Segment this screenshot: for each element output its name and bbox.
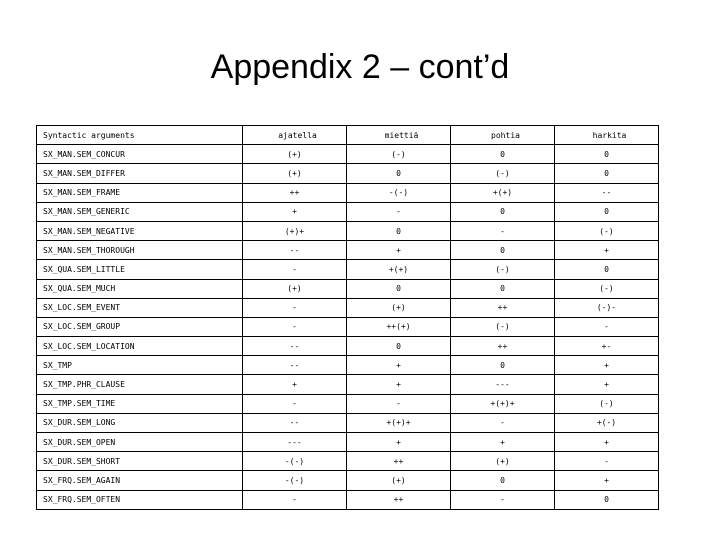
cell-pohtia: - — [451, 490, 555, 509]
cell-argument: SX_DUR.SEM_SHORT — [37, 452, 243, 471]
cell-argument: SX_TMP.SEM_TIME — [37, 394, 243, 413]
cell-pohtia: +(+) — [451, 183, 555, 202]
cell-harkita: 0 — [555, 490, 659, 509]
table-row — [37, 221, 659, 240]
column-header-miettia: miettiä — [347, 126, 451, 145]
cell-miettia: 0 — [347, 337, 451, 356]
table-row — [37, 202, 659, 221]
cell-pohtia: 0 — [451, 202, 555, 221]
cell-miettia: + — [347, 356, 451, 375]
cell-pohtia: 0 — [451, 279, 555, 298]
table-row — [37, 452, 659, 471]
cell-miettia: 0 — [347, 164, 451, 183]
cell-ajatella: + — [243, 375, 347, 394]
syntactic-arguments-table — [36, 125, 659, 510]
cell-ajatella: (+) — [243, 145, 347, 164]
cell-ajatella: (+) — [243, 164, 347, 183]
cell-harkita: +(-) — [555, 413, 659, 432]
column-header-syntactic-arguments: Syntactic arguments — [37, 126, 243, 145]
cell-miettia: (+) — [347, 298, 451, 317]
cell-harkita: + — [555, 356, 659, 375]
table-row — [37, 394, 659, 413]
cell-argument: SX_QUA.SEM_LITTLE — [37, 260, 243, 279]
cell-harkita: 0 — [555, 260, 659, 279]
cell-pohtia: 0 — [451, 471, 555, 490]
cell-harkita: -- — [555, 183, 659, 202]
cell-ajatella: - — [243, 298, 347, 317]
table-row — [37, 279, 659, 298]
cell-harkita: + — [555, 375, 659, 394]
cell-argument: SX_MAN.SEM_CONCUR — [37, 145, 243, 164]
cell-miettia: +(+) — [347, 260, 451, 279]
cell-pohtia: (+) — [451, 452, 555, 471]
cell-pohtia: 0 — [451, 145, 555, 164]
cell-ajatella: (+)+ — [243, 221, 347, 240]
cell-miettia: 0 — [347, 221, 451, 240]
cell-argument: SX_FRQ.SEM_AGAIN — [37, 471, 243, 490]
cell-pohtia: 0 — [451, 241, 555, 260]
cell-ajatella: ++ — [243, 183, 347, 202]
cell-miettia: + — [347, 433, 451, 452]
cell-ajatella: -- — [243, 413, 347, 432]
cell-ajatella: - — [243, 317, 347, 336]
page-title: Appendix 2 – cont’d — [210, 48, 510, 86]
cell-miettia: 0 — [347, 279, 451, 298]
table-row — [37, 490, 659, 509]
cell-harkita: - — [555, 317, 659, 336]
cell-argument: SX_MAN.SEM_THOROUGH — [37, 241, 243, 260]
table-row — [37, 375, 659, 394]
cell-harkita: (-) — [555, 394, 659, 413]
cell-ajatella: -- — [243, 241, 347, 260]
cell-pohtia: ++ — [451, 337, 555, 356]
cell-harkita: 0 — [555, 202, 659, 221]
cell-harkita: + — [555, 471, 659, 490]
cell-pohtia: +(+)+ — [451, 394, 555, 413]
cell-argument: SX_MAN.SEM_NEGATIVE — [37, 221, 243, 240]
cell-ajatella: (+) — [243, 279, 347, 298]
cell-pohtia: (-) — [451, 164, 555, 183]
cell-miettia: ++(+) — [347, 317, 451, 336]
cell-miettia: ++ — [347, 490, 451, 509]
cell-argument: SX_TMP.PHR_CLAUSE — [37, 375, 243, 394]
cell-argument: SX_FRQ.SEM_OFTEN — [37, 490, 243, 509]
column-header-harkita: harkita — [555, 126, 659, 145]
cell-ajatella: - — [243, 490, 347, 509]
cell-argument: SX_QUA.SEM_MUCH — [37, 279, 243, 298]
table-row — [37, 433, 659, 452]
cell-pohtia: - — [451, 221, 555, 240]
cell-miettia: - — [347, 202, 451, 221]
cell-miettia: + — [347, 241, 451, 260]
table-row — [37, 260, 659, 279]
cell-pohtia: (-) — [451, 317, 555, 336]
cell-harkita: + — [555, 433, 659, 452]
cell-ajatella: - — [243, 394, 347, 413]
cell-argument: SX_TMP — [37, 356, 243, 375]
cell-pohtia: + — [451, 433, 555, 452]
cell-ajatella: + — [243, 202, 347, 221]
cell-ajatella: --- — [243, 433, 347, 452]
cell-argument: SX_MAN.SEM_FRAME — [37, 183, 243, 202]
table-header-row — [37, 126, 659, 145]
table-row — [37, 164, 659, 183]
table-row — [37, 317, 659, 336]
cell-harkita: +- — [555, 337, 659, 356]
cell-argument: SX_MAN.SEM_GENERIC — [37, 202, 243, 221]
cell-ajatella: -(-) — [243, 452, 347, 471]
cell-harkita: + — [555, 241, 659, 260]
column-header-pohtia: pohtia — [451, 126, 555, 145]
cell-ajatella: -(-) — [243, 471, 347, 490]
cell-argument: SX_LOC.SEM_EVENT — [37, 298, 243, 317]
table-row — [37, 337, 659, 356]
cell-harkita: (-) — [555, 221, 659, 240]
cell-argument: SX_LOC.SEM_LOCATION — [37, 337, 243, 356]
cell-harkita: - — [555, 452, 659, 471]
cell-argument: SX_MAN.SEM_DIFFER — [37, 164, 243, 183]
cell-harkita: 0 — [555, 164, 659, 183]
cell-harkita: (-)- — [555, 298, 659, 317]
cell-pohtia: 0 — [451, 356, 555, 375]
cell-argument: SX_DUR.SEM_LONG — [37, 413, 243, 432]
cell-miettia: + — [347, 375, 451, 394]
cell-pohtia: ++ — [451, 298, 555, 317]
cell-miettia: (-) — [347, 145, 451, 164]
cell-ajatella: -- — [243, 356, 347, 375]
cell-harkita: (-) — [555, 279, 659, 298]
table-row — [37, 298, 659, 317]
table-row — [37, 356, 659, 375]
table-row — [37, 241, 659, 260]
cell-miettia: -(-) — [347, 183, 451, 202]
cell-pohtia: --- — [451, 375, 555, 394]
cell-miettia: (+) — [347, 471, 451, 490]
cell-miettia: - — [347, 394, 451, 413]
table-row — [37, 413, 659, 432]
cell-pohtia: - — [451, 413, 555, 432]
table-row — [37, 183, 659, 202]
cell-miettia: +(+)+ — [347, 413, 451, 432]
cell-harkita: 0 — [555, 145, 659, 164]
cell-ajatella: - — [243, 260, 347, 279]
cell-argument: SX_LOC.SEM_GROUP — [37, 317, 243, 336]
cell-pohtia: (-) — [451, 260, 555, 279]
table-row — [37, 145, 659, 164]
table-row — [37, 471, 659, 490]
table-body — [37, 145, 659, 510]
column-header-ajatella: ajatella — [243, 126, 347, 145]
cell-argument: SX_DUR.SEM_OPEN — [37, 433, 243, 452]
cell-miettia: ++ — [347, 452, 451, 471]
cell-ajatella: -- — [243, 337, 347, 356]
